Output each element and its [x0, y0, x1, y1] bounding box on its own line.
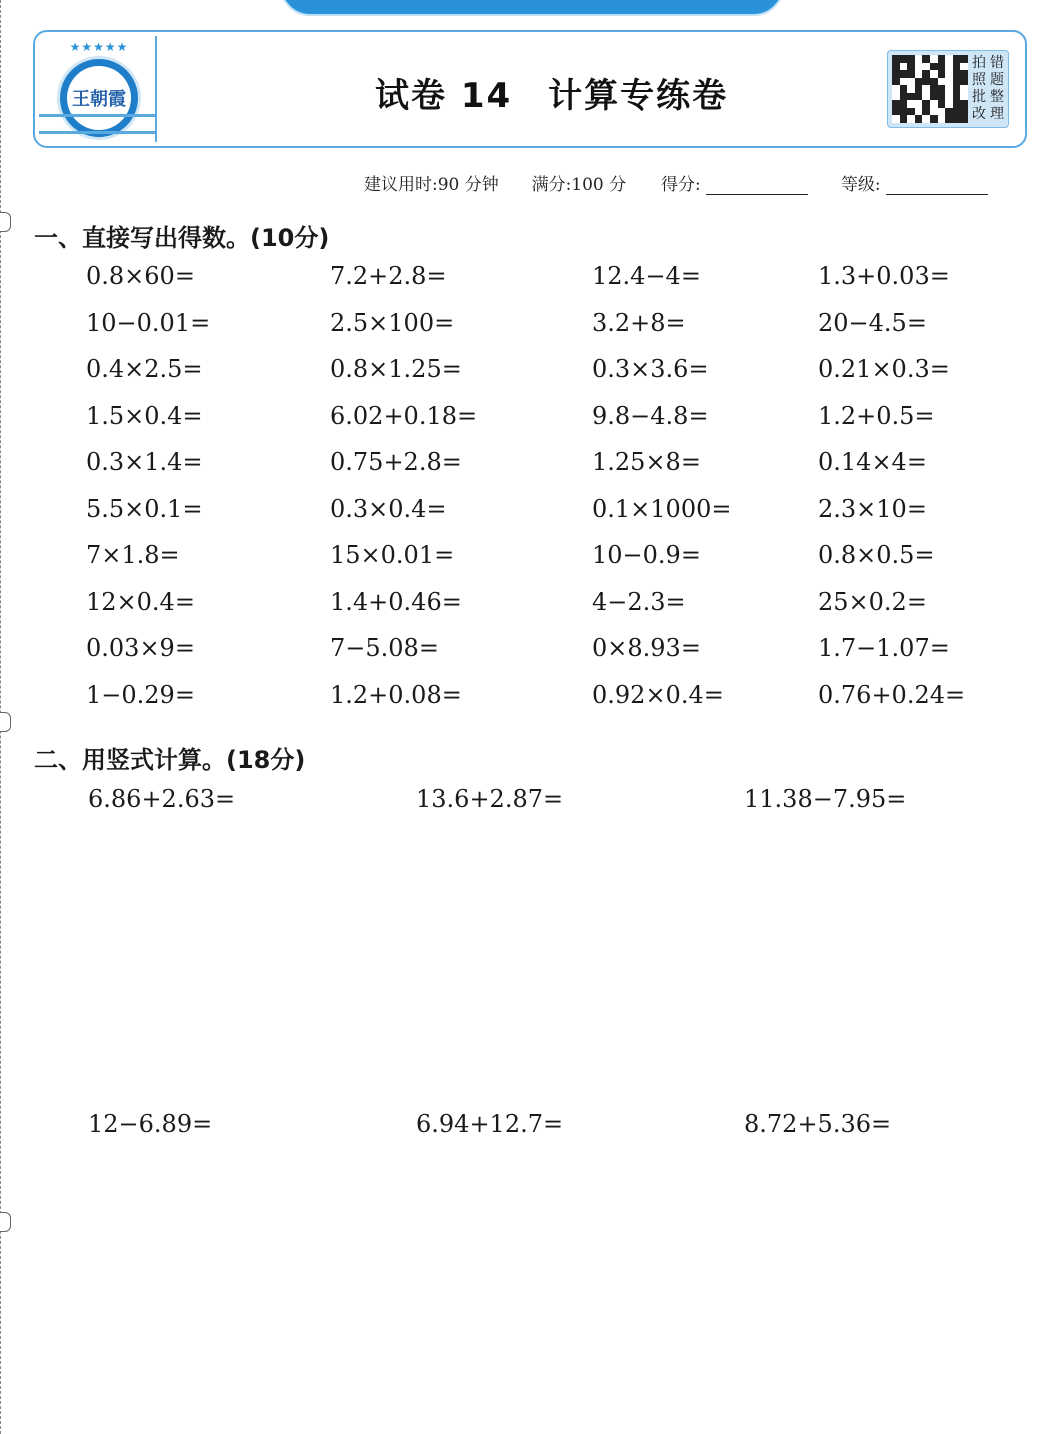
- problem-row: [0, 262, 1042, 302]
- problem-item: 0.3×3.6=: [592, 355, 709, 383]
- problem-row: [0, 634, 1042, 674]
- section-2-title: 二、用竖式计算。(18分): [34, 746, 306, 774]
- problem-item: 0×8.93=: [592, 634, 701, 662]
- problem-item: 1.4+0.46=: [330, 587, 462, 616]
- problem-item: 13.6+2.87=: [416, 785, 564, 813]
- problem-item: 12.4−4=: [592, 262, 701, 290]
- qr-caption-char: 拍: [972, 55, 986, 71]
- exam-meta: [364, 170, 988, 195]
- page-title: 试卷 14 计算专练卷: [375, 76, 729, 116]
- suggested-time: 建议用时:90 分钟: [364, 175, 499, 195]
- problem-row: [0, 402, 1042, 442]
- problem-row: [0, 309, 1042, 349]
- qr-caption-char: 批: [972, 89, 986, 105]
- problem-item: 6.02+0.18=: [330, 401, 478, 430]
- problem-item: 1.2+0.5=: [818, 401, 935, 430]
- logo: [39, 36, 157, 142]
- binding-mark: [0, 1212, 11, 1232]
- section-1-title: 一、直接写出得数。(10分): [34, 224, 330, 252]
- top-banner: [280, 0, 784, 16]
- problem-item: 2.5×100=: [330, 308, 455, 337]
- problem-row: [0, 495, 1042, 535]
- problem-item: 20−4.5=: [818, 308, 927, 337]
- header: [33, 30, 1027, 148]
- problem-item: 1−0.29=: [86, 680, 195, 709]
- problem-item: 11.38−7.95=: [744, 785, 907, 813]
- problem-item: 7.2+2.8=: [330, 262, 447, 290]
- problem-item: 15×0.01=: [330, 541, 455, 569]
- problem-item: 7×1.8=: [86, 541, 180, 569]
- problem-item: 0.3×1.4=: [86, 448, 203, 476]
- stars-icon: ★★★★★: [69, 40, 129, 54]
- problem-item: 1.3+0.03=: [818, 262, 950, 290]
- wave-icon: [39, 114, 155, 134]
- problem-row: [0, 448, 1042, 488]
- score-blank[interactable]: [706, 176, 808, 195]
- problem-item: 25×0.2=: [818, 587, 927, 616]
- qr-caption: [970, 55, 1006, 123]
- qr-panel: [887, 50, 1009, 128]
- grade-label: 等级:: [840, 175, 881, 195]
- binding-mark: [0, 212, 11, 232]
- problem-item: 0.75+2.8=: [330, 448, 462, 476]
- problem-row: [0, 681, 1042, 721]
- problem-item: 0.92×0.4=: [592, 680, 724, 709]
- problem-item: 5.5×0.1=: [86, 494, 203, 523]
- problem-item: 0.4×2.5=: [86, 355, 203, 383]
- problem-item: 3.2+8=: [592, 308, 686, 337]
- problem-item: 7−5.08=: [330, 634, 439, 662]
- qr-caption-char: 题: [990, 72, 1004, 88]
- problem-item: 4−2.3=: [592, 587, 686, 616]
- qr-caption-char: 整: [990, 89, 1004, 105]
- problem-item: 9.8−4.8=: [592, 401, 709, 430]
- problem-item: 10−0.9=: [592, 541, 701, 569]
- score-label: 得分:: [660, 175, 701, 195]
- problem-item: 0.76+0.24=: [818, 680, 966, 709]
- logo-text: 王朝霞: [67, 66, 131, 130]
- problem-item: 0.8×0.5=: [818, 541, 935, 569]
- problem-item: 12×0.4=: [86, 587, 195, 616]
- problem-item: 0.21×0.3=: [818, 355, 950, 383]
- qr-code-icon: [892, 55, 968, 123]
- qr-caption-char: 错: [990, 55, 1004, 71]
- problem-item: 0.14×4=: [818, 448, 927, 476]
- problem-item: 1.2+0.08=: [330, 680, 462, 709]
- problem-row: [0, 785, 1042, 825]
- qr-caption-char: 改: [972, 106, 986, 122]
- problem-row: [0, 541, 1042, 581]
- problem-item: 10−0.01=: [86, 308, 211, 337]
- problem-item: 0.3×0.4=: [330, 494, 447, 523]
- problem-item: 6.94+12.7=: [416, 1110, 564, 1138]
- qr-caption-char: 照: [972, 72, 986, 88]
- problem-item: 8.72+5.36=: [744, 1110, 892, 1138]
- problem-item: 0.8×60=: [86, 262, 195, 290]
- problem-row: [0, 355, 1042, 395]
- full-score: 满分:100 分: [531, 175, 627, 195]
- problem-item: 1.7−1.07=: [818, 634, 950, 662]
- problem-item: 12−6.89=: [88, 1110, 213, 1138]
- problem-item: 0.03×9=: [86, 634, 195, 662]
- qr-caption-char: 理: [990, 106, 1004, 122]
- problem-item: 0.1×1000=: [592, 494, 732, 523]
- problem-row: [0, 588, 1042, 628]
- problem-row: [0, 1110, 1042, 1150]
- grade-blank[interactable]: [886, 176, 988, 195]
- problem-item: 1.25×8=: [592, 448, 701, 476]
- problem-item: 1.5×0.4=: [86, 401, 203, 430]
- problem-item: 0.8×1.25=: [330, 355, 462, 383]
- problem-item: 6.86+2.63=: [88, 785, 236, 813]
- problem-item: 2.3×10=: [818, 494, 927, 523]
